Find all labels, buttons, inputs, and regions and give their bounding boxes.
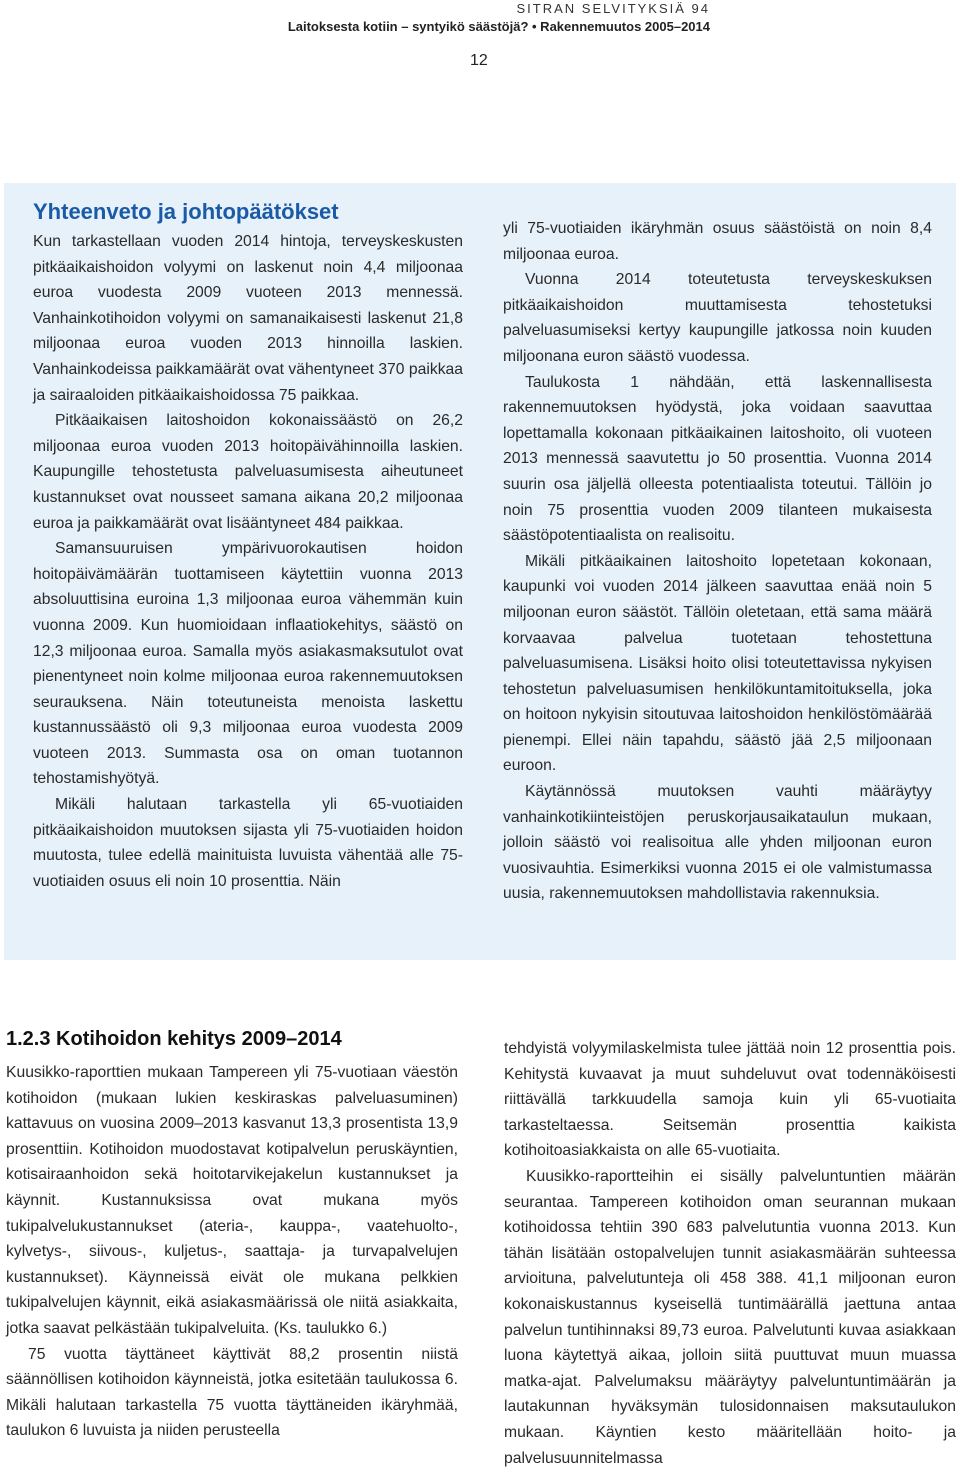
summary-paragraph: Vuonna 2014 toteutetusta terveyskeskuksen pitkäaikaishoidon muuttamisesta tehostetuksi palveluasumiseksi kertyy kaupungille jatkossa noin kuuden miljoonana euron säästö vuodessa. <box>503 271 932 365</box>
body-left-column <box>6 1060 458 1444</box>
summary-paragraph: Samansuuruisen ympärivuorokautisen hoidon hoitopäivämäärän tuottamiseen käytettiin vuonna 2013 absoluuttisina euroina 1,3 miljoonaa euroa vähemmän kuin vuonna 2009. Kun huomioidaan inflaatiokehitys, säästö on 12,3 miljoonaa euroa. Samalla myös asiakasmaksutulot ovat pienentyneet noin kolme miljoonaa euroa rakennemuutoksen seurauksena. Näin toteutuneista menoista laskettu kustannussäästö oli 9,3 miljoonaa euroa vuodesta 2009 vuoteen 2013. Summasta osa on oman tuotannon tehostamishyötyä. <box>33 540 463 788</box>
page-number: 12 <box>470 52 488 69</box>
body-paragraph: Kuusikko-raportteihin ei sisälly palveluntuntien määrän seurantaa. Tampereen kotihoidon oman seurannan mukaan kotihoidossa tehtiin 390 683 palvelutuntia vuonna 2013. Kun tähän lisätään ostopalvelujen tunnit asiakasmäärän suhteessa arvioituna, palvelutunteja oli 458 388. 41,1 miljoonan euron kokonaiskustannus kyseisellä tuntimäärällä jaettuna antaa palvelun tuntihinnaksi 89,73 euroa. Palvelutunti kuvaa asiakkaan luona käytettyä aikaa, jolloin siitä puuttuvat muun muassa matka-ajat. Palvelumaksu määräytyy palveluntuntimäärän ja lautakunnan hyväksymän tulosidonnaisen maksutaulukon mukaan. Käyntien kesto määritellään hoito- ja palvelusuunnitelmassa <box>504 1167 956 1467</box>
section-heading: 1.2.3 Kotihoidon kehitys 2009–2014 <box>6 1028 342 1050</box>
summary-box <box>4 183 956 960</box>
summary-right-column <box>503 216 932 907</box>
body-paragraph: Kuusikko-raporttien mukaan Tampereen yli 75-vuotiaan väestön kotihoidon (mukaan lukien keskiraskas palveluasuminen) kattavuus on vuosina 2009–2013 kasvanut 13,3 prosentista 13,9 prosenttiin. Kotihoidon muodostavat kotipalvelun peruskäyntien, kotisairaanhoidon sekä hoitotarvikejakelun kustannukset ja käynnit. Kustannuksissa ovat mukana myös tukipalvelukustannukset (ateria-, kauppa-, vaatehuolto-, kylvetys-, siivous-, kuljetus-, saattaja- ja turvapalvelujen kustannukset). Käynneissä eivät ole mukana pelkkien tukipalvelujen käynnit, eikä asiakasmäärissä ole niitä asiakkaita, jotka saavat pelkästään tukipalveluita. (Ks. taulukko 6.) <box>6 1064 458 1337</box>
summary-paragraph: Kun tarkastellaan vuoden 2014 hintoja, terveyskeskusten pitkäaikaishoidon volyymi on laskenut noin 4,4 miljoonaa euroa vuodesta 2009 vuoteen 2013 mennessä. Vanhainkotihoidon volyymi on samanaikaisesti laskenut 21,8 miljoonaa euroa vuoden 2013 hinnoilla laskien. Vanhainkodeissa paikkamäärät ovat vähentyneet 370 paikkaa ja sairaaloiden pitkäaikaishoidossa 75 paikkaa. <box>33 233 463 404</box>
running-header <box>110 0 710 35</box>
body-paragraph: tehdyistä volyymilaskelmista tulee jättää noin 12 prosenttia pois. Kehitystä kuvaavat ja muut suhdeluvut ovat todennäköisesti riittävällä tarkkuudella samoja kuin yli 65-vuotiaita tarkasteltaessa. Seitsemän prosenttia kaikista kotihoitoasiakkaista on alle 65-vuotiaita. <box>504 1040 956 1160</box>
body-paragraph: 75 vuotta täyttäneet käyttivät 88,2 prosentin niistä säännöllisen kotihoidon käynneistä, jotka esitetään taulukossa 6. Mikäli halutaan tarkastella 75 vuotta täyttäneiden ikäryhmää, taulukon 6 luvuista ja niiden perusteella <box>6 1345 458 1440</box>
series-name: SITRAN SELVITYKSIÄ 94 <box>516 1 710 16</box>
summary-paragraph: yli 75-vuotiaiden ikäryhmän osuus säästöistä on noin 8,4 miljoonaa euroa. <box>503 220 932 263</box>
summary-left-column <box>33 197 463 894</box>
summary-paragraph: Käytännössä muutoksen vauhti määräytyy vanhainkotikiinteistöjen peruskorjausaikataulun mukaan, jolloin säästö voi realisoitua alle yhden miljoonan euron vuosivauhtia. Esimerkiksi vuonna 2015 ei ole valmistumassa uusia, rakennemuutoksen mahdollistavia rakennuksia. <box>503 783 932 903</box>
publication-subtitle: Laitoksesta kotiin – syntyikö säästöjä? • Rakennemuutos 2005–2014 <box>287 19 710 34</box>
summary-paragraph: Pitkäaikaisen laitoshoidon kokonaissäästö on 26,2 miljoonaa euroa vuoden 2013 hoitopäivähinnoilla laskien. Kaupungille tehostetusta palveluasumisesta aiheutuneet kustannukset ovat nousseet samana aikana 20,2 miljoonaa euroa ja paikkamäärät ovat lisääntyneet 484 paikkaa. <box>33 412 463 532</box>
summary-paragraph: Mikäli halutaan tarkastella yli 65-vuotiaiden pitkäaikaishoidon muutoksen sijasta yli 75-vuotiaiden hoidon muutosta, tulee edellä mainituista luvuista vähentää alle 75-vuotiaiden osuus eli noin 10 prosenttia. Näin <box>33 796 463 890</box>
summary-paragraph: Mikäli pitkäaikainen laitoshoito lopetetaan kokonaan, kaupunki voi vuoden 2014 jälkeen saavuttaa enää noin 5 miljoonan euron säästöt. Tällöin oletetaan, että sama määrä korvaavaa palvelua tuotetaan tehostettuna palveluasumisena. Lisäksi hoito olisi toteutettavissa nykyisen tehostetun palveluasumisen henkilökuntamitoituksella, joka on hoitoon nykyisin sitoutuvaa laitoshoidon henkilöstömäärää pienempi. Ellei näin tapahdu, säästö jää 2,5 miljoonaan euroon. <box>503 552 932 775</box>
summary-paragraph: Taulukosta 1 nähdään, että laskennallisesta rakennemuutoksen hyödystä, joka voidaan saavuttaa lopettamalla kokonaan pitkäaikainen laitoshoito, oli vuoteen 2013 mennessä saavutettu jo 50 prosenttia. Vuonna 2014 suurin osa jäljellä olleesta potentiaalista toteutui. Tällöin jo noin 75 prosenttia vuoden 2009 tilanteen mukaisesta säästöpotentiaalista on realisoitu. <box>503 373 932 545</box>
body-right-column <box>504 1036 956 1471</box>
summary-title: Yhteenveto ja johtopäätökset <box>33 199 339 224</box>
